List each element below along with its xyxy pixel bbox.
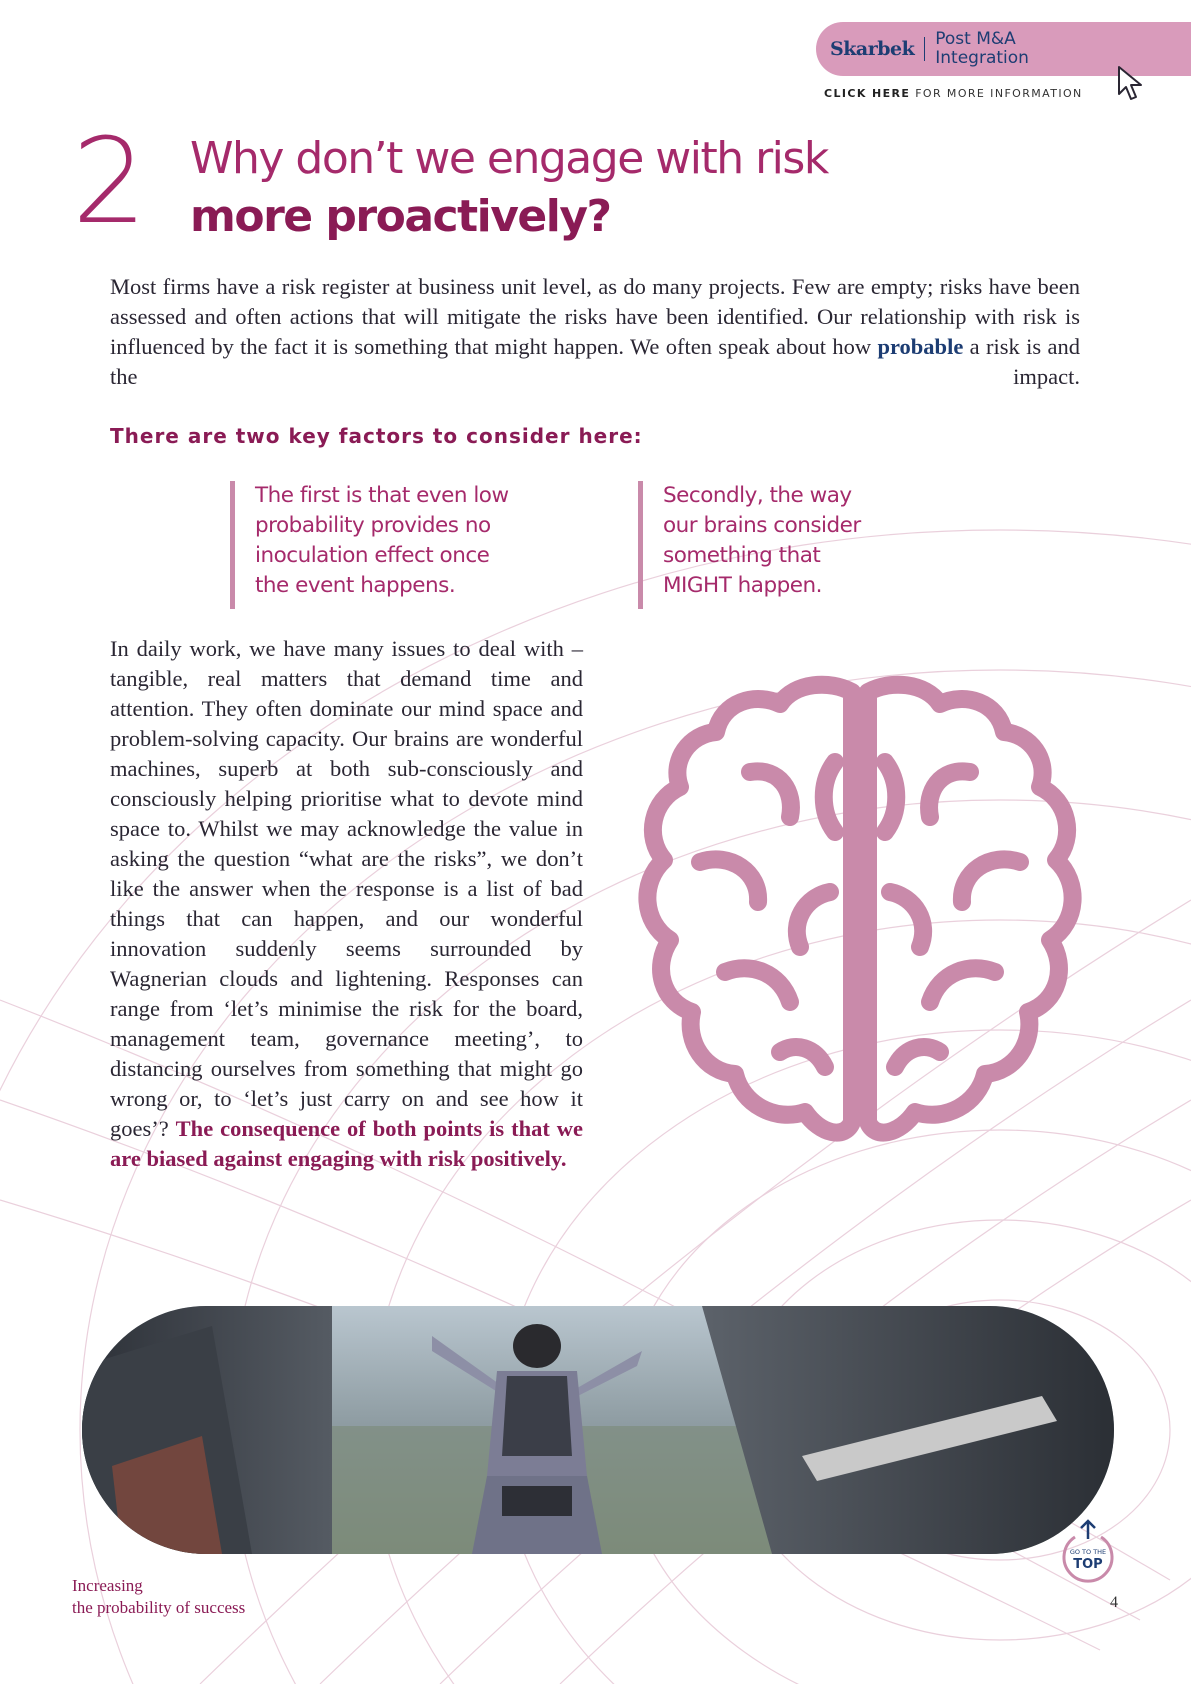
quote-line: our brains consider [663,513,861,538]
quote-line: MIGHT happen. [663,573,822,598]
quote-line: inoculation effect once [255,543,490,568]
quote-line: something that [663,543,821,568]
back-to-top-button[interactable] [1057,1517,1119,1587]
cursor-pointer-icon [1116,64,1150,104]
quote-line: The first is that even low [255,483,509,508]
heading-line-2: more proactively? [190,191,611,242]
body-paragraph [110,634,583,1174]
quote-line: probability provides no [255,513,491,538]
skydiver-photo [82,1306,1114,1554]
quote-first-factor [230,481,575,609]
quote-line: Secondly, the way [663,483,852,508]
heading-line-1: Why don’t we engage with risk [190,133,828,184]
quote-second-factor [638,481,913,609]
back-to-top-label: TOP [1073,1557,1103,1572]
more-info-label: FOR MORE INFORMATION [910,87,1083,100]
back-to-top-small-label: GO TO THE [1069,1548,1107,1556]
body-emphasis: The consequence of both points is that we are biased against engaging with risk positively. [110,1116,584,1171]
intro-paragraph [110,272,1080,392]
intro-text-part-1: Most firms have a risk register at business unit level, as do many projects. Few are empty; risks have been assessed and often actions that will mitigate the risks have been identified. Our relationship with risk is influenced by the fact it is something that might happen. We often speak about how [110,274,1080,359]
footer-tagline-line-2: the probability of success [72,1598,246,1617]
click-here-label: CLICK HERE [824,87,911,100]
intro-text-part-2: a risk is and the impact. [110,334,1081,389]
more-info-link[interactable] [824,87,1083,100]
footer-tagline [72,1575,245,1619]
brand-product-title: Post M&A Integration [935,29,1029,68]
section-number: 2 [72,112,144,250]
quote-line: the event happens. [255,573,456,598]
brain-icon [630,672,1090,1152]
brand-logo: Skarbek [830,38,915,60]
footer-tagline-line-1: Increasing [72,1576,143,1595]
page-number: 4 [1110,1594,1118,1611]
brand-separator [924,37,925,61]
body-text: In daily work, we have many issues to deal with – tangible, real matters that demand time and attention. They often dominate our mind space and problem-solving capacity. Our brains are wonderful machines, superb at both sub-consciously and consciously helping prioritise what to devote mind space to. Whilst we may acknowledge the value in asking the question “what are the risks”, we don’t like the answer when the response is a list of bad things that can happen, and our wonderful innovation suddenly seems surrounded by Wagnerian clouds and lightening. Responses can range from ‘let’s minimise the risk for the board, management team, governance meeting’, to distancing ourselves from something that might go wrong or, to ‘let’s just carry on and see how it goes’? [110,636,583,1141]
factors-lead-in: There are two key factors to consider here: [110,424,643,448]
intro-highlight-probable: probable [877,334,964,359]
